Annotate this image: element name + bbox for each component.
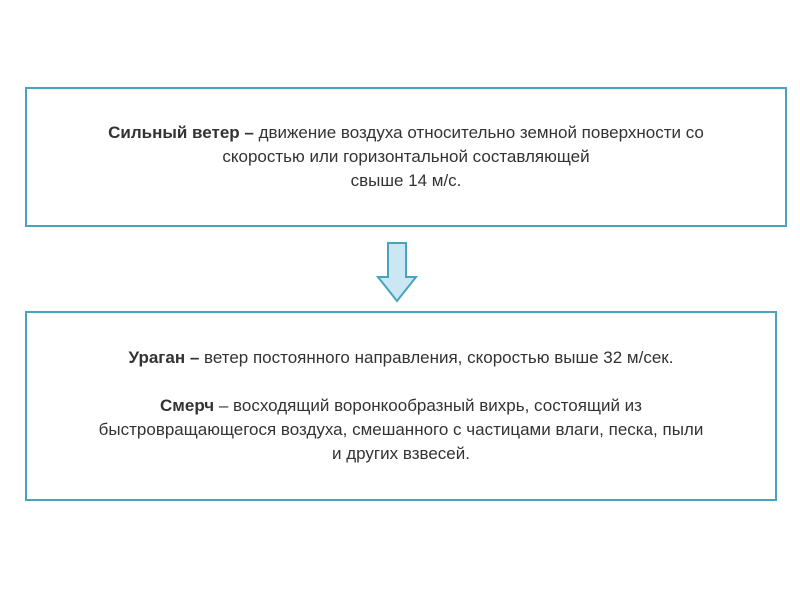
down-arrow-icon — [376, 241, 418, 303]
hurricane-definition: ветер постоянного направления, скоростью выше 32 м/сек. — [199, 348, 674, 367]
hurricane-tornado-definition-box — [25, 311, 777, 501]
tornado-definition-part-3: и других взвесей. — [332, 444, 470, 463]
strong-wind-definition-part-2: скоростью или горизонтальной составляющей — [222, 147, 590, 166]
strong-wind-definition-part-3: свыше 14 м/с. — [350, 171, 462, 190]
tornado-definition-part-2: быстровращающегося воздуха, смешанного с частицами влаги, песка, пыли — [98, 420, 704, 439]
strong-wind-definition-part-1: движение воздуха относительно земной поверхности со — [253, 123, 704, 142]
hurricane-line — [129, 346, 674, 370]
down-arrow-shape — [378, 243, 416, 301]
hurricane-term: Ураган – — [128, 348, 200, 367]
strong-wind-line-1 — [108, 121, 704, 145]
tornado-term: Смерч — [160, 396, 215, 415]
tornado-line-1 — [160, 394, 642, 418]
tornado-definition-part-1: – восходящий воронкообразный вихрь, состоящий из — [214, 396, 642, 415]
strong-wind-definition-box — [25, 87, 787, 227]
strong-wind-term: Сильный ветер – — [108, 123, 254, 142]
